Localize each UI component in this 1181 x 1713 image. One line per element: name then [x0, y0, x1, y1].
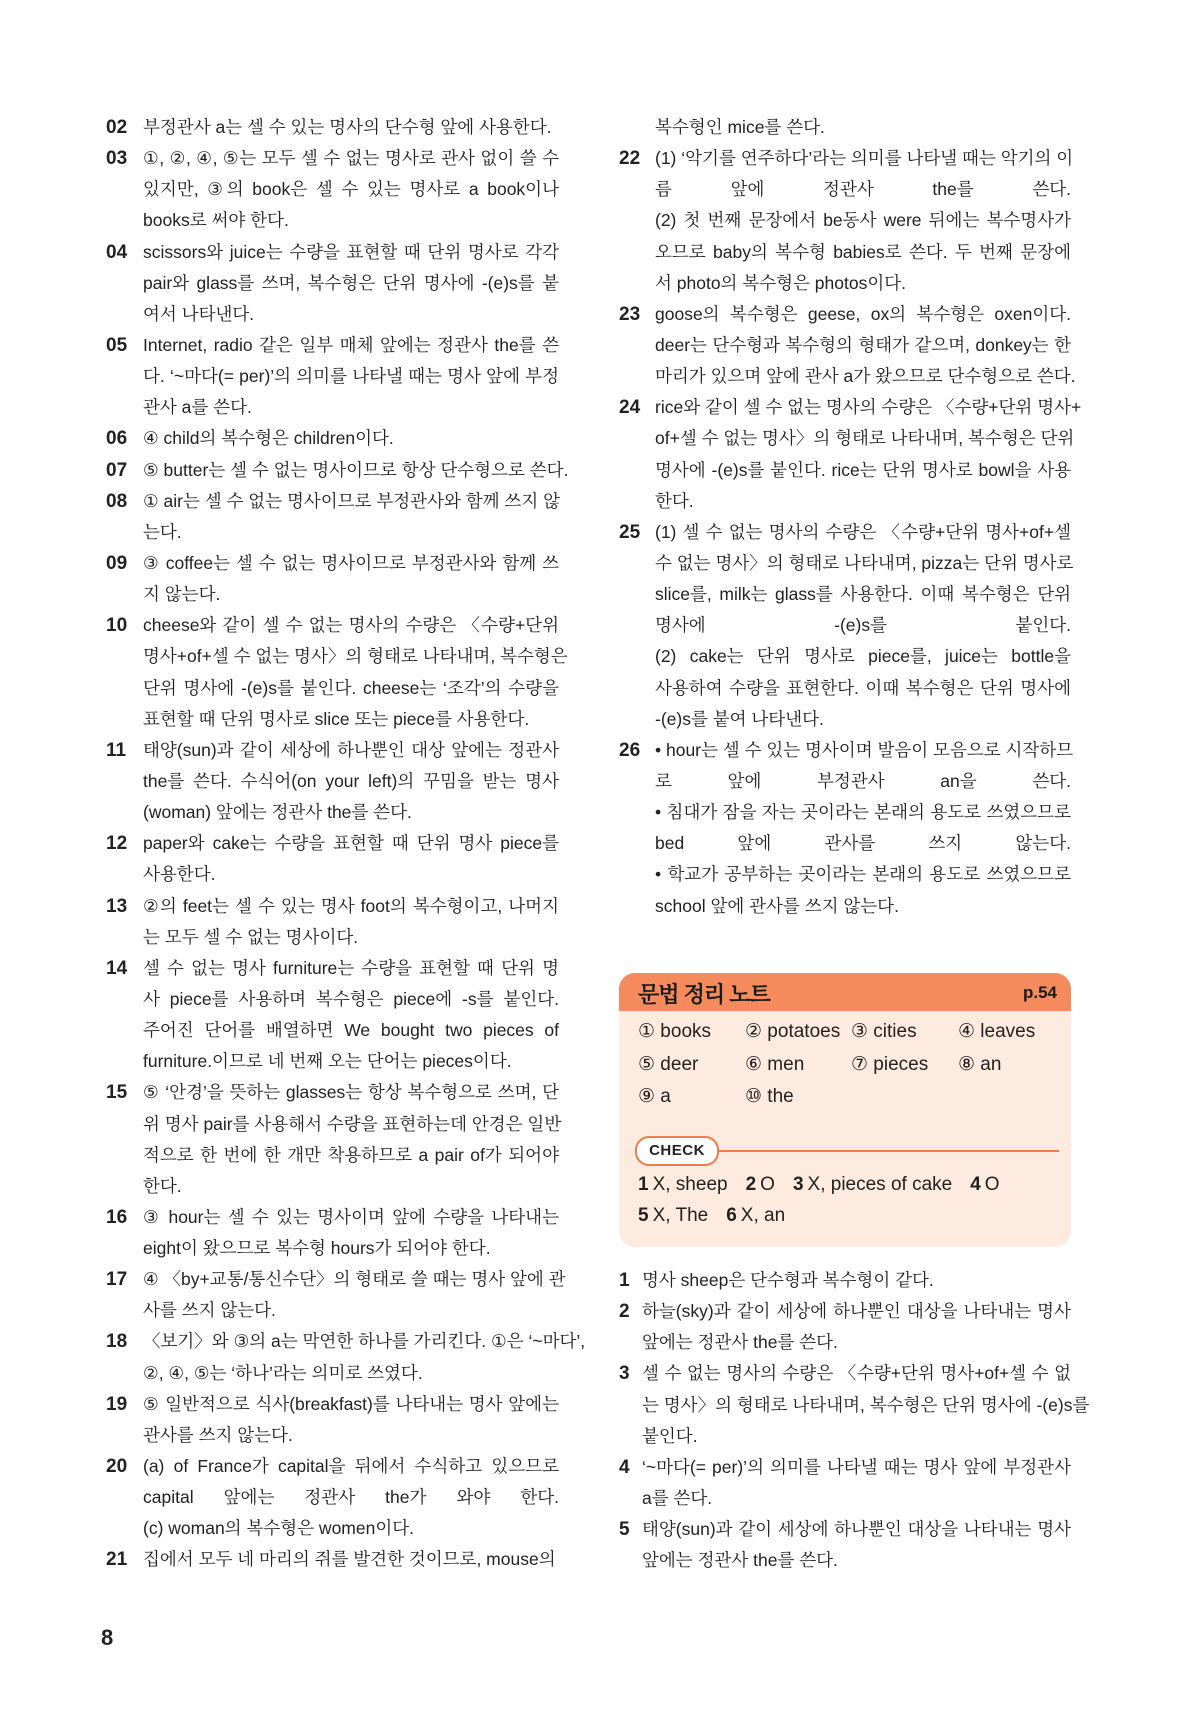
answer-text-line: eight이 왔으므로 복수형 hours가 되어야 한다.	[143, 1238, 491, 1259]
answer-number: 16	[106, 1206, 128, 1228]
answer-number: 07	[106, 459, 128, 481]
grammar-note-answer: ⑦ pieces	[851, 1054, 929, 1075]
answer-text-line: 태양(sun)과 같이 세상에 하나뿐인 대상 앞에는 정관사	[143, 739, 559, 760]
answer-item	[619, 1452, 1071, 1514]
answer-item	[106, 548, 559, 610]
answer-text-line: 부정관사 a는 셀 수 있는 명사의 단수형 앞에 사용한다.	[143, 117, 552, 137]
answer-text-line: 집에서 모두 네 마리의 쥐를 발견한 것이므로, mouse의	[143, 1549, 556, 1570]
page-number: 8	[101, 1625, 114, 1650]
check-answer-number: 2	[745, 1174, 757, 1195]
answer-number: 10	[106, 615, 128, 637]
check-answer-number: 1	[638, 1174, 649, 1195]
answer-item	[619, 1265, 1071, 1296]
answer-number: 02	[106, 117, 128, 138]
answer-item	[106, 891, 559, 953]
answer-text-line: 관사를 쓰지 않는다.	[143, 1424, 293, 1445]
answer-number: 4	[619, 1456, 630, 1478]
answer-text-line: 한다.	[143, 1175, 182, 1196]
answer-text-line: 〈보기〉와 ③의 a는 막연한 하나를 가리킨다. ①은 ‘~마다’,	[143, 1331, 586, 1352]
answer-text-line: 복수형인 mice를 쓴다.	[655, 117, 825, 137]
answer-item	[619, 112, 1071, 143]
answer-number: 04	[106, 241, 128, 263]
answer-text-line: ⑤ ‘안경’을 뜻하는 glasses는 항상 복수형으로 쓰며, 단	[143, 1082, 559, 1103]
answer-item	[619, 1514, 1071, 1576]
answer-number: 11	[106, 739, 127, 761]
answer-text-line: ⑤ butter는 셀 수 없는 명사이므로 항상 단수형으로 쓴다.	[143, 459, 569, 480]
answer-item	[619, 143, 1074, 299]
answer-item	[106, 455, 569, 486]
answer-text-line: slice를, milk는 glass를 사용한다. 이때 복수형은 단위	[655, 584, 1071, 605]
answer-text-line: 지 않는다.	[143, 584, 221, 605]
answer-number: 05	[106, 334, 128, 356]
answer-text-line: 사 piece를 사용하며 복수형은 piece에 -s를 붙인다.	[143, 988, 559, 1009]
answer-number: 21	[106, 1549, 128, 1571]
answer-text-line: 사용하여 수량을 표현한다. 이때 복수형은 단위 명사에	[655, 677, 1071, 698]
answer-text-line: 명사+of+셀 수 없는 명사〉의 형태로 나타내며, 복수형은	[143, 646, 568, 667]
answer-text-line: the를 쓴다. 수식어(on your left)의 꾸밈을 받는 명사	[143, 770, 559, 791]
right-column	[619, 112, 1082, 922]
answer-text-line: rice와 같이 셀 수 없는 명사의 수량은 〈수량+단위 명사+	[655, 397, 1082, 418]
answer-text-line: • hour는 셀 수 있는 명사이며 발음이 모음으로 시작하므	[655, 739, 1074, 760]
answer-number: 17	[106, 1269, 128, 1291]
check-answer-row	[638, 1174, 1018, 1196]
answer-text-line: 한다.	[655, 490, 694, 511]
check-answer	[638, 1174, 728, 1195]
answer-text-line: ③ coffee는 셀 수 없는 명사이므로 부정관사와 함께 쓰	[143, 552, 559, 573]
check-answer	[970, 1174, 999, 1195]
answer-number: 19	[106, 1393, 128, 1415]
answer-item	[106, 1544, 559, 1575]
answer-item	[106, 1451, 559, 1544]
answer-text-line: capital 앞에는 정관사 the가 와야 한다.	[143, 1487, 559, 1508]
answer-text-line: 서 photo의 복수형은 photos이다.	[655, 272, 907, 293]
answer-number: 2	[619, 1301, 630, 1323]
check-explanations	[619, 1265, 1090, 1576]
check-answer-number: 3	[792, 1174, 804, 1195]
grammar-note-answer: ① books	[638, 1021, 712, 1042]
answer-text-line: ②, ④, ⑤는 ‘하나’라는 의미로 쓰였다.	[143, 1362, 423, 1383]
answer-number: 20	[106, 1456, 128, 1478]
answer-item	[619, 1358, 1090, 1451]
answer-text-line: -(e)s를 붙여 나타낸다.	[655, 708, 824, 729]
answer-number: 13	[106, 895, 128, 917]
answer-item	[619, 1296, 1071, 1358]
answer-text-line: 다. ‘~마다(= per)’의 의미를 나타낼 때는 명사 앞에 부정	[143, 366, 559, 387]
answer-text-line: 름 앞에 정관사 the를 쓴다.	[655, 179, 1071, 200]
grammar-note-answer: ⑩ the	[745, 1086, 794, 1107]
answer-text-line: 태양(sun)과 같이 세상에 하나뿐인 대상을 나타내는 명사	[642, 1519, 1071, 1540]
check-answer	[726, 1205, 785, 1226]
answer-text-line: (woman) 앞에는 정관사 the를 쓴다.	[143, 802, 412, 823]
answer-text-line: a를 쓴다.	[642, 1487, 713, 1508]
answer-item	[106, 237, 559, 330]
answer-item	[106, 1264, 566, 1326]
answer-number: 1	[619, 1270, 630, 1291]
answer-text-line: 앞에는 정관사 the를 쓴다.	[642, 1332, 838, 1353]
grammar-note-answer: ③ cities	[851, 1021, 917, 1042]
grammar-note-answer: ④ leaves	[958, 1021, 1036, 1042]
check-answer	[793, 1174, 952, 1195]
answer-number: 22	[619, 148, 641, 170]
left-column	[106, 112, 586, 1576]
answer-item	[106, 1077, 562, 1202]
answer-item	[106, 143, 559, 236]
answer-text-line: 사용한다.	[143, 864, 216, 885]
check-divider	[717, 1150, 1059, 1152]
answer-number: 08	[106, 490, 128, 512]
answer-item	[106, 112, 559, 143]
grammar-note-answer: ⑨ a	[638, 1086, 671, 1107]
answer-text-line: books로 써야 한다.	[143, 210, 289, 231]
answer-item	[106, 1202, 559, 1264]
answer-text-line: (2) 첫 번째 문장에서 be동사 were 뒤에는 복수명사가	[655, 210, 1071, 231]
answer-text-line: (c) woman의 복수형은 women이다.	[143, 1518, 415, 1539]
grammar-note-answer: ⑤ deer	[638, 1054, 699, 1075]
answer-text-line: 하늘(sky)과 같이 세상에 하나뿐인 대상을 나타내는 명사	[642, 1301, 1071, 1322]
answer-text-line: 있지만, ③의 book은 셀 수 있는 명사로 a book이나	[143, 179, 559, 200]
answer-text-line: 수 없는 명사〉의 형태로 나타내며, pizza는 단위 명사로	[655, 552, 1074, 573]
check-answer-number: 4	[970, 1174, 981, 1195]
grammar-note-page-ref: p.54	[1022, 983, 1057, 1002]
answer-text-line: 붙인다.	[642, 1425, 698, 1446]
answer-item	[106, 486, 559, 548]
answer-item	[106, 735, 559, 828]
answer-text-line: 관사 a를 쓴다.	[143, 397, 252, 418]
answer-text-line: (1) ‘악기를 연주하다’라는 의미를 나타낼 때는 악기의 이	[655, 148, 1074, 169]
answer-number: 09	[106, 552, 128, 574]
grammar-note-answer: ⑧ an	[958, 1054, 1002, 1075]
answer-item	[106, 423, 559, 454]
answer-text-line: ① air는 셀 수 없는 명사이므로 부정관사와 함께 쓰지 않	[143, 490, 560, 511]
check-answer-value: X, an	[740, 1205, 786, 1226]
answer-text-line: 명사에 -(e)s를 붙인다.	[655, 615, 1071, 636]
answer-text-line: Internet, radio 같은 일부 매체 앞에는 정관사 the를 쓴	[143, 334, 559, 355]
answer-text-line: pair와 glass를 쓰며, 복수형은 단위 명사에 -(e)s를 붙	[143, 272, 559, 293]
answer-text-line: 마리가 있으며 앞에 관사 a가 왔으므로 단수형으로 쓴다.	[655, 366, 1076, 387]
answer-text-line: 여서 나타낸다.	[143, 303, 255, 324]
grammar-note-box	[619, 973, 1071, 1247]
answer-text-line: furniture.이므로 네 번째 오는 단어는 pieces이다.	[143, 1051, 512, 1072]
answer-text-line: 는다.	[143, 521, 182, 542]
check-answer	[638, 1205, 708, 1226]
answer-text-line: ④ child의 복수형은 children이다.	[143, 428, 394, 449]
answer-text-line: 명사에 -(e)s를 붙인다. rice는 단위 명사로 bowl을 사용	[655, 459, 1071, 480]
answer-number: 14	[106, 957, 128, 979]
answer-text-line: school 앞에 관사를 쓰지 않는다.	[655, 895, 899, 916]
answer-item	[106, 610, 568, 735]
check-answer-value: X, The	[652, 1205, 709, 1226]
answer-number: 26	[619, 739, 641, 761]
answer-text-line: (1) 셀 수 없는 명사의 수량은 〈수량+단위 명사+of+셀	[655, 521, 1071, 542]
answer-text-line: of+셀 수 없는 명사〉의 형태로 나타내며, 복수형은 단위	[655, 428, 1075, 449]
answer-item	[106, 330, 559, 423]
answer-number: 12	[106, 833, 128, 855]
answer-text-line: 는 모두 셀 수 없는 명사이다.	[143, 926, 359, 947]
check-answer-number: 6	[726, 1205, 737, 1226]
answer-text-line: ③ hour는 셀 수 있는 명사이며 앞에 수량을 나타내는	[143, 1206, 559, 1227]
answer-item	[619, 517, 1074, 735]
answer-item	[619, 392, 1082, 517]
answer-number: 06	[106, 428, 128, 450]
check-answer-value: X, sheep	[652, 1174, 728, 1195]
grammar-note-answer: ② potatoes	[745, 1021, 841, 1042]
answer-text-line: (a) of France가 capital을 뒤에서 수식하고 있으므로	[143, 1456, 559, 1477]
answer-text-line: 적으로 한 번에 한 개만 착용하므로 a pair of가 되어야	[143, 1144, 559, 1165]
answer-number: 3	[619, 1363, 630, 1385]
answer-text-line: paper와 cake는 수량을 표현할 때 단위 명사 piece를	[143, 833, 559, 854]
check-answer-number: 5	[638, 1205, 649, 1226]
answer-text-line: cheese와 같이 셀 수 없는 명사의 수량은 〈수량+단위	[143, 615, 559, 636]
answer-item	[106, 1326, 586, 1388]
answer-text-line: • 침대가 잠을 자는 곳이라는 본래의 용도로 쓰였으므로	[655, 802, 1071, 823]
answer-text-line: 셀 수 없는 명사의 수량은 〈수량+단위 명사+of+셀 수 없	[642, 1363, 1071, 1384]
answer-number: 03	[106, 148, 128, 170]
answer-number: 23	[619, 303, 641, 325]
answer-number: 25	[619, 521, 641, 543]
answer-text-line: ④ 〈by+교통/통신수단〉의 형태로 쓸 때는 명사 앞에 관	[143, 1269, 566, 1290]
answer-text-line: 앞에는 정관사 the를 쓴다.	[642, 1550, 838, 1571]
answer-item	[619, 735, 1074, 922]
answer-text-line: scissors와 juice는 수량을 표현할 때 단위 명사로 각각	[143, 241, 559, 262]
answer-text-line: ‘~마다(= per)’의 의미를 나타낼 때는 명사 앞에 부정관사	[642, 1456, 1071, 1477]
answer-text-line: 주어진 단어를 배열하면 We bought two pieces of	[143, 1020, 559, 1041]
answer-text-line: 표현할 때 단위 명사로 slice 또는 piece를 사용한다.	[143, 708, 530, 729]
check-answer-value: O	[984, 1174, 1000, 1195]
check-answer	[746, 1174, 775, 1195]
answer-text-line: 위 명사 pair를 사용해서 수량을 표현하는데 안경은 일반	[143, 1113, 562, 1134]
check-answer-value: X, pieces of cake	[807, 1174, 953, 1195]
answer-text-line: ②의 feet는 셀 수 있는 명사 foot의 복수형이고, 나머지	[143, 895, 559, 916]
answer-item	[106, 828, 559, 890]
answer-number: 5	[619, 1519, 630, 1541]
grammar-note-header	[619, 973, 1071, 1011]
answer-number: 24	[619, 397, 641, 419]
answer-text-line: (2) cake는 단위 명사로 piece를, juice는 bottle을	[655, 646, 1071, 667]
answer-text-line: ⑤ 일반적으로 식사(breakfast)를 나타내는 명사 앞에는	[143, 1393, 559, 1414]
answer-text-line: deer는 단수형과 복수형의 형태가 같으며, donkey는 한	[655, 334, 1071, 355]
check-answer-row	[638, 1205, 803, 1227]
answer-text-line: 사를 쓰지 않는다.	[143, 1300, 276, 1321]
answer-number: 18	[106, 1331, 128, 1353]
answer-number: 15	[106, 1082, 128, 1104]
answer-text-line: 오므로 baby의 복수형 babies로 쓴다. 두 번째 문장에	[655, 241, 1071, 262]
grammar-note-title: 문법 정리 노트	[638, 982, 770, 1007]
answer-text-line: • 학교가 공부하는 곳이라는 본래의 용도로 쓰였으므로	[655, 864, 1071, 885]
grammar-note-answer: ⑥ men	[745, 1054, 805, 1075]
check-answer-value: O	[760, 1174, 775, 1195]
answer-text-line: goose의 복수형은 geese, ox의 복수형은 oxen이다.	[655, 303, 1071, 324]
answer-text-line: bed 앞에 관사를 쓰지 않는다.	[655, 833, 1071, 854]
answer-item	[106, 953, 559, 1078]
answer-text-line: 셀 수 없는 명사 furniture는 수량을 표현할 때 단위 명	[143, 957, 559, 978]
answer-text-line: 단위 명사에 -(e)s를 붙인다. cheese는 ‘조각’의 수량을	[143, 677, 559, 698]
answer-text-line: 명사 sheep은 단수형과 복수형이 같다.	[642, 1270, 934, 1290]
answer-text-line: 로 앞에 부정관사 an을 쓴다.	[655, 770, 1071, 791]
answer-text-line: 는 명사〉의 형태로 나타내며, 복수형은 단위 명사에 -(e)s를	[642, 1394, 1090, 1415]
check-badge: CHECK	[635, 1136, 719, 1166]
answer-item	[619, 299, 1076, 392]
answer-item	[106, 1389, 559, 1451]
answer-text-line: ①, ②, ④, ⑤는 모두 셀 수 없는 명사로 관사 없이 쓸 수	[143, 148, 559, 169]
